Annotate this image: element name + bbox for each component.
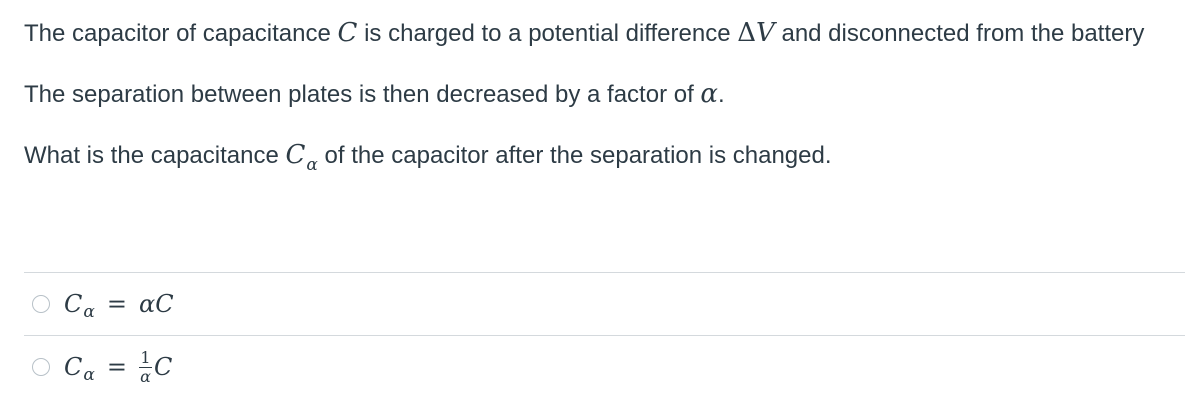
math-symbol-c: C (153, 353, 173, 381)
fraction-denominator: α (140, 366, 151, 386)
math-symbol-c: C (64, 353, 83, 381)
text: The capacitor of capacitance (24, 20, 338, 47)
equals-sign: = (106, 290, 127, 318)
text: What is the capacitance (24, 142, 286, 169)
fraction-numerator: 1 (140, 347, 151, 367)
text: is charged to a potential difference (357, 20, 738, 47)
math-symbol-c: C (337, 18, 358, 48)
text: of the capacitor after the separation is changed. (317, 142, 832, 169)
answer-option-2[interactable] (24, 336, 1185, 398)
radio-button[interactable] (32, 295, 50, 313)
text: The separation between plates is then decreased by a factor of (24, 81, 701, 108)
math-symbol-c: C (285, 140, 306, 170)
math-symbol-v: V (756, 18, 775, 48)
question-paragraph-1 (24, 14, 1189, 53)
math-symbol-alpha: α (138, 290, 156, 318)
text: . (717, 81, 725, 108)
math-subscript-alpha: α (83, 365, 95, 385)
math-symbol-alpha: α (700, 79, 718, 109)
math-symbol-delta: Δ (737, 18, 757, 48)
question-paragraph-3 (24, 136, 1189, 177)
question-paragraph-2 (24, 75, 1189, 114)
answer-formula (64, 290, 174, 322)
math-subscript-alpha: α (306, 155, 318, 175)
question-text (24, 14, 1189, 177)
radio-button[interactable] (32, 358, 50, 376)
math-subscript-alpha: α (83, 302, 95, 322)
math-symbol-c: C (64, 290, 83, 318)
fraction (139, 347, 152, 386)
text: and disconnected from the battery (774, 20, 1145, 47)
answer-list (24, 272, 1185, 398)
answer-formula (64, 347, 173, 386)
equals-sign: = (106, 353, 127, 381)
math-symbol-c: C (155, 290, 174, 318)
answer-option-1[interactable] (24, 273, 1185, 335)
